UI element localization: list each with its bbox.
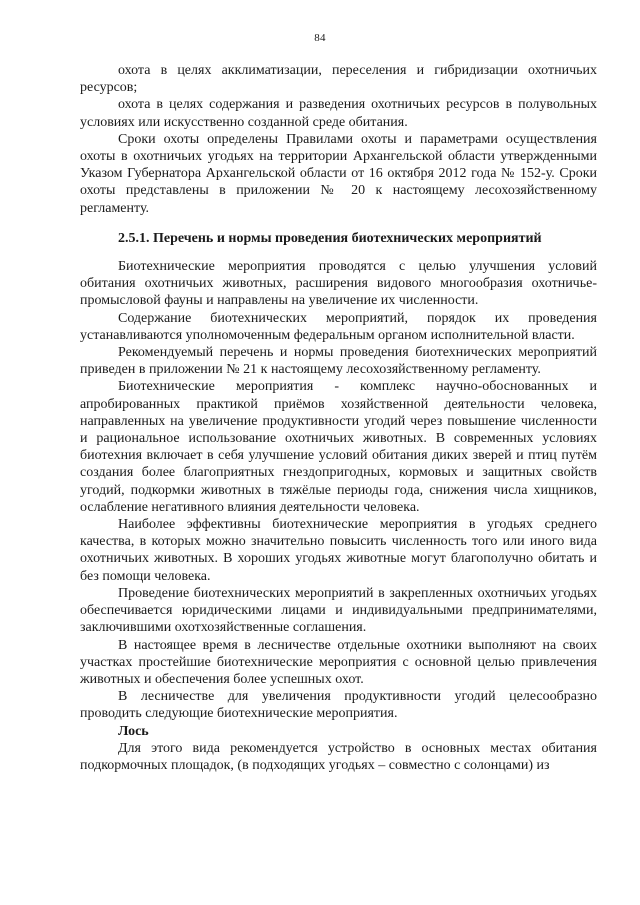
paragraph-biotech-current: В настоящее время в лесничестве отдельные охотники выполняют на своих участках простейшие биотехнические мероприятия с основной целью привлечения животных и обеспечения более успешных охот. (80, 637, 597, 687)
paragraph-biotech-purpose: Биотехнические мероприятия проводятся с целью улучшения условий обитания охотничьих животных, расширения видового многообразия охотничье-промысловой фауны и направлены на увеличение их численности. (80, 259, 597, 309)
paragraph-biotech-effectiveness: Наиболее эффективны биотехнические мероприятия в угодьях среднего качества, в которых можно значительно повысить численность того или иного вида охотничьих животных. В хороших угодьях животные могут благополучно обитать и без помощи человека. (80, 517, 597, 584)
paragraph-biotech-responsibility: Проведение биотехнических мероприятий в закрепленных охотничьих угодьях обеспечивается юридическими лицами и индивидуальными предпринимателями, заключившими охотхозяйственные соглашения. (80, 585, 597, 636)
paragraph-moose-feeding: Для этого вида рекомендуется устройство в основных местах обитания подкормочных площадок, (в подходящих угодьях – совместно с солонцами) из (80, 740, 597, 773)
paragraph-biotech-recommended: В лесничестве для увеличения продуктивности угодий целесообразно проводить следующие биотехнические мероприятия. (80, 689, 597, 722)
document-body (80, 62, 597, 774)
paragraph-hunting-breeding: охота в целях содержания и разведения охотничьих ресурсов в полувольных условиях или искусственно созданной среде обитания. (80, 97, 597, 130)
paragraph-biotech-list: Рекомендуемый перечень и нормы проведения биотехнических мероприятий приведен в приложении № 21 к настоящему лесохозяйственному регламенту. (80, 345, 597, 378)
paragraph-hunting-seasons: Сроки охоты определены Правилами охоты и параметрами осуществления охоты в охотничьих угодьях на территории Архангельской области утвержденными Указом Губернатора Архангельской области от 16 октября 2012 года № 152-у. Сроки охоты представлены в приложении № 20 к настоящему лесохозяйственному регламенту. (80, 131, 597, 216)
subheading-moose: Лось (118, 723, 149, 739)
paragraph-biotech-content: Содержание биотехнических мероприятий, порядок их проведения устанавливаются уполномоченным федеральным органом исполнительной власти. (80, 310, 597, 343)
page-number: 84 (314, 32, 326, 44)
section-heading: 2.5.1. Перечень и нормы проведения биотехнических мероприятий (118, 230, 542, 246)
paragraph-biotech-definition: Биотехнические мероприятия - комплекс научно-обоснованных и апробированных практикой приёмов хозяйственной деятельности человека, направленных на увеличение продуктивности угодий через повышение численности и рациональное использование охотничьих животных. В современных условиях биотехния включает в себя улучшение условий обитания диких зверей и птиц путём создания более благоприятных гнездопригодных, кормовых и защитных свойств угодий, подкормки животных в тяжёлые периоды года, снижения числа хищников, ослабление негативного влияния деятельности человека. (80, 379, 597, 515)
paragraph-hunting-acclimatization: охота в целях акклиматизации, переселения и гибридизации охотничьих ресурсов; (80, 63, 597, 96)
